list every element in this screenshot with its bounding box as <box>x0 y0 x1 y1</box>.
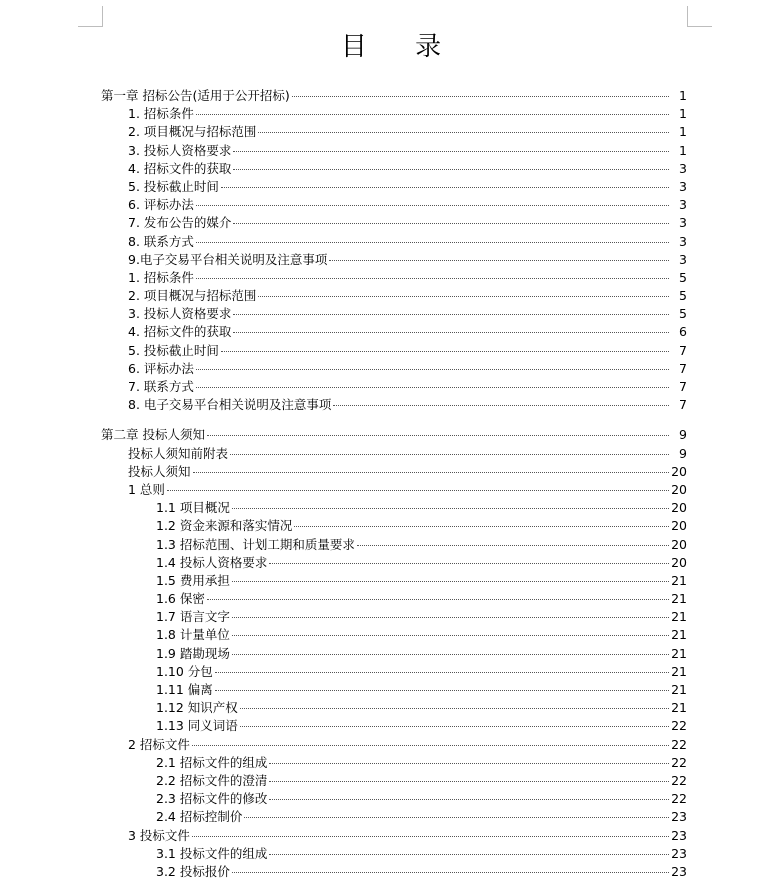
toc-entry-label: 1. 招标条件 <box>128 269 194 285</box>
toc-entry[interactable] <box>0 463 782 481</box>
toc-entry-label: 8. 联系方式 <box>128 233 194 249</box>
toc-entry-label: 投标人须知前附表 <box>128 445 229 461</box>
toc-entry-label: 第二章 投标人须知 <box>101 427 205 443</box>
toc-entry[interactable] <box>0 626 782 644</box>
dot-leader <box>233 223 669 224</box>
toc-entry-label: 1.12 知识产权 <box>156 700 238 716</box>
margin-corner-mark-right <box>687 6 712 27</box>
toc-entry-page-number: 21 <box>671 682 687 697</box>
toc-entry[interactable] <box>0 827 782 845</box>
toc-entry-page-number: 3 <box>679 160 687 176</box>
toc-entry[interactable] <box>0 396 782 414</box>
toc-entry-page-number: 20 <box>671 481 687 497</box>
toc-entry[interactable] <box>0 772 782 790</box>
toc-entry-page-number: 22 <box>671 791 687 807</box>
toc-entry-page-number: 5 <box>679 306 687 322</box>
toc-entry[interactable] <box>0 572 782 590</box>
toc-entry[interactable] <box>0 269 782 287</box>
dot-leader <box>258 132 669 133</box>
toc-entry-label: 2.3 招标文件的修改 <box>156 791 268 807</box>
dot-leader <box>232 581 669 582</box>
dot-leader <box>196 242 669 243</box>
toc-entry-page-number: 7 <box>679 379 687 394</box>
toc-entry[interactable] <box>0 663 782 681</box>
toc-entry-page-number: 20 <box>671 536 687 552</box>
dot-leader <box>192 745 669 746</box>
toc-entry[interactable] <box>0 736 782 754</box>
toc-entry[interactable] <box>0 87 782 105</box>
toc-entry-label: 1.1 项目概况 <box>156 500 230 516</box>
toc-entry[interactable] <box>0 754 782 772</box>
toc-entry-label: 3. 投标人资格要求 <box>128 142 232 158</box>
toc-entry-label: 3.1 投标文件的组成 <box>156 845 268 861</box>
toc-entry-label: 2.4 招标控制价 <box>156 809 243 825</box>
toc-title: 目 录 <box>340 32 462 62</box>
toc-entry-page-number: 9 <box>679 427 687 443</box>
dot-leader <box>294 526 669 527</box>
toc-entry-page-number: 3 <box>679 215 687 231</box>
dot-leader <box>207 599 669 600</box>
dot-leader <box>167 490 669 491</box>
toc-entry-page-number: 21 <box>671 572 687 588</box>
dot-leader <box>232 617 669 618</box>
toc-entry-label: 4. 招标文件的获取 <box>128 160 232 176</box>
toc-entry-label: 7. 发布公告的媒介 <box>128 215 232 231</box>
dot-leader <box>244 817 669 818</box>
toc-entry-label: 2 招标文件 <box>128 736 190 752</box>
toc-entry-label: 5. 投标截止时间 <box>128 342 219 358</box>
dot-leader <box>232 635 669 636</box>
toc-entry-label: 1.9 踏勘现场 <box>156 645 230 661</box>
dot-leader <box>240 726 669 727</box>
toc-entry-page-number: 3 <box>679 233 687 249</box>
toc-entry-label: 1. 招标条件 <box>128 106 194 122</box>
dot-leader <box>258 296 669 297</box>
toc-entry-page-number: 21 <box>671 645 687 661</box>
toc-entry-label: 4. 招标文件的获取 <box>128 324 232 340</box>
toc-entry-page-number: 23 <box>671 827 687 843</box>
toc-entry-label: 6. 评标办法 <box>128 360 194 376</box>
toc-entry-label: 1.4 投标人资格要求 <box>156 554 268 570</box>
dot-leader <box>196 278 669 279</box>
toc-entry-page-number: 22 <box>671 736 687 752</box>
toc-entry[interactable] <box>0 323 782 341</box>
toc-entry-page-number: 20 <box>671 463 687 479</box>
dot-leader <box>221 351 669 352</box>
toc-entry-label: 2. 项目概况与招标范围 <box>128 288 257 304</box>
toc-entry-label: 1.3 招标范围、计划工期和质量要求 <box>156 536 355 552</box>
toc-entry-label: 3. 投标人资格要求 <box>128 306 232 322</box>
toc-entry[interactable] <box>0 196 782 214</box>
toc-entry[interactable] <box>0 554 782 572</box>
toc-entry-page-number: 20 <box>671 518 687 534</box>
toc-entry-label: 1 总则 <box>128 481 165 497</box>
dot-leader <box>333 405 669 406</box>
toc-entry-page-number: 21 <box>671 700 687 716</box>
toc-entry-page-number: 23 <box>671 863 687 879</box>
toc-entry[interactable] <box>0 178 782 196</box>
toc-entry[interactable] <box>0 645 782 663</box>
dot-leader <box>269 563 669 564</box>
dot-leader <box>215 672 669 673</box>
toc-entry-page-number: 7 <box>679 360 687 376</box>
toc-entry[interactable] <box>0 863 782 881</box>
toc-entry-label: 1.11 偏离 <box>156 682 213 697</box>
toc-entry[interactable] <box>0 681 782 699</box>
toc-entry-page-number: 22 <box>671 718 687 734</box>
toc-entry-label: 1.6 保密 <box>156 591 205 607</box>
toc-entry-label: 8. 电子交易平台相关说明及注意事项 <box>128 397 332 413</box>
toc-entry[interactable] <box>0 699 782 717</box>
dot-leader <box>269 781 669 782</box>
toc-entry-page-number: 7 <box>679 342 687 358</box>
toc-entry[interactable] <box>0 342 782 360</box>
dot-leader <box>232 654 669 655</box>
toc-entry[interactable] <box>0 590 782 608</box>
toc-entry[interactable] <box>0 499 782 517</box>
margin-corner-mark-left <box>78 6 103 27</box>
toc-entry-label: 7. 联系方式 <box>128 379 194 394</box>
dot-leader <box>232 508 669 509</box>
toc-entry[interactable] <box>0 123 782 141</box>
dot-leader <box>269 799 669 800</box>
toc-entry[interactable] <box>0 426 782 444</box>
toc-entry-page-number: 3 <box>679 178 687 194</box>
toc-entry-label: 第一章 招标公告(适用于公开招标) <box>101 88 290 103</box>
dot-leader <box>269 763 669 764</box>
toc-entry[interactable] <box>0 287 782 305</box>
toc-entry-label: 1.5 费用承担 <box>156 572 230 588</box>
toc-entry[interactable] <box>0 142 782 160</box>
toc-entry-page-number: 3 <box>679 197 687 213</box>
dot-leader <box>192 836 669 837</box>
toc-entry-label: 投标人须知 <box>128 463 191 479</box>
toc-entry-label: 1.10 分包 <box>156 663 213 679</box>
toc-entry-label: 2.1 招标文件的组成 <box>156 754 268 770</box>
dot-leader <box>357 545 669 546</box>
toc-entry-page-number: 1 <box>679 106 687 122</box>
toc-entry[interactable] <box>0 214 782 232</box>
toc-entry[interactable] <box>0 790 782 808</box>
toc-entry-page-number: 5 <box>679 269 687 285</box>
toc-entry[interactable] <box>0 481 782 499</box>
toc-entry-page-number: 1 <box>679 88 687 103</box>
toc-entry-page-number: 6 <box>679 324 687 340</box>
dot-leader <box>215 690 669 691</box>
toc-entry-page-number: 23 <box>671 809 687 825</box>
toc-entry[interactable] <box>0 608 782 626</box>
toc-entry-page-number: 9 <box>679 445 687 461</box>
toc-entry[interactable] <box>0 251 782 269</box>
toc-entry-page-number: 21 <box>671 609 687 625</box>
toc-entry[interactable] <box>0 845 782 863</box>
toc-entry-label: 1.2 资金来源和落实情况 <box>156 518 293 534</box>
toc-entry-page-number: 5 <box>679 288 687 304</box>
toc-entry-page-number: 23 <box>671 845 687 861</box>
dot-leader <box>196 205 669 206</box>
toc-entry-label: 6. 评标办法 <box>128 197 194 213</box>
toc-entry-page-number: 20 <box>671 554 687 570</box>
dot-leader <box>240 708 669 709</box>
toc-entry-label: 9.电子交易平台相关说明及注意事项 <box>128 251 328 267</box>
toc-entry-label: 2. 项目概况与招标范围 <box>128 124 257 140</box>
table-of-contents <box>0 87 782 881</box>
dot-leader <box>232 872 669 873</box>
dot-leader <box>269 854 669 855</box>
toc-entry-label: 3.2 投标报价 <box>156 863 230 879</box>
toc-entry[interactable] <box>0 445 782 463</box>
toc-entry[interactable] <box>0 517 782 535</box>
toc-entry[interactable] <box>0 160 782 178</box>
toc-entry-page-number: 1 <box>679 124 687 140</box>
toc-entry-page-number: 21 <box>671 627 687 643</box>
dot-leader <box>221 187 669 188</box>
toc-entry-label: 2.2 招标文件的澄清 <box>156 772 268 788</box>
toc-entry-label: 5. 投标截止时间 <box>128 178 219 194</box>
dot-leader <box>196 369 669 370</box>
toc-entry-label: 1.13 同义词语 <box>156 718 238 734</box>
toc-entry[interactable] <box>0 378 782 396</box>
dot-leader <box>230 454 669 455</box>
toc-entry-label: 1.7 语言文字 <box>156 609 230 625</box>
toc-entry-page-number: 1 <box>679 142 687 158</box>
dot-leader <box>329 260 669 261</box>
toc-entry[interactable] <box>0 536 782 554</box>
dot-leader <box>196 387 669 388</box>
toc-entry-page-number: 20 <box>671 500 687 516</box>
dot-leader <box>233 151 669 152</box>
toc-entry[interactable] <box>0 305 782 323</box>
toc-entry-page-number: 3 <box>679 251 687 267</box>
toc-entry-page-number: 7 <box>679 397 687 413</box>
dot-leader <box>196 114 669 115</box>
toc-entry-label: 3 投标文件 <box>128 827 190 843</box>
toc-entry-page-number: 21 <box>671 663 687 679</box>
toc-entry[interactable] <box>0 808 782 826</box>
dot-leader <box>233 332 669 333</box>
dot-leader <box>207 435 669 436</box>
toc-entry-page-number: 21 <box>671 591 687 607</box>
toc-entry[interactable] <box>0 105 782 123</box>
toc-entry[interactable] <box>0 233 782 251</box>
dot-leader <box>292 96 669 97</box>
dot-leader <box>233 169 669 170</box>
dot-leader <box>193 472 669 473</box>
toc-entry[interactable] <box>0 360 782 378</box>
toc-entry-page-number: 22 <box>671 754 687 770</box>
toc-entry-label: 1.8 计量单位 <box>156 627 230 643</box>
dot-leader <box>233 314 669 315</box>
toc-entry[interactable] <box>0 717 782 735</box>
toc-entry-page-number: 22 <box>671 772 687 788</box>
